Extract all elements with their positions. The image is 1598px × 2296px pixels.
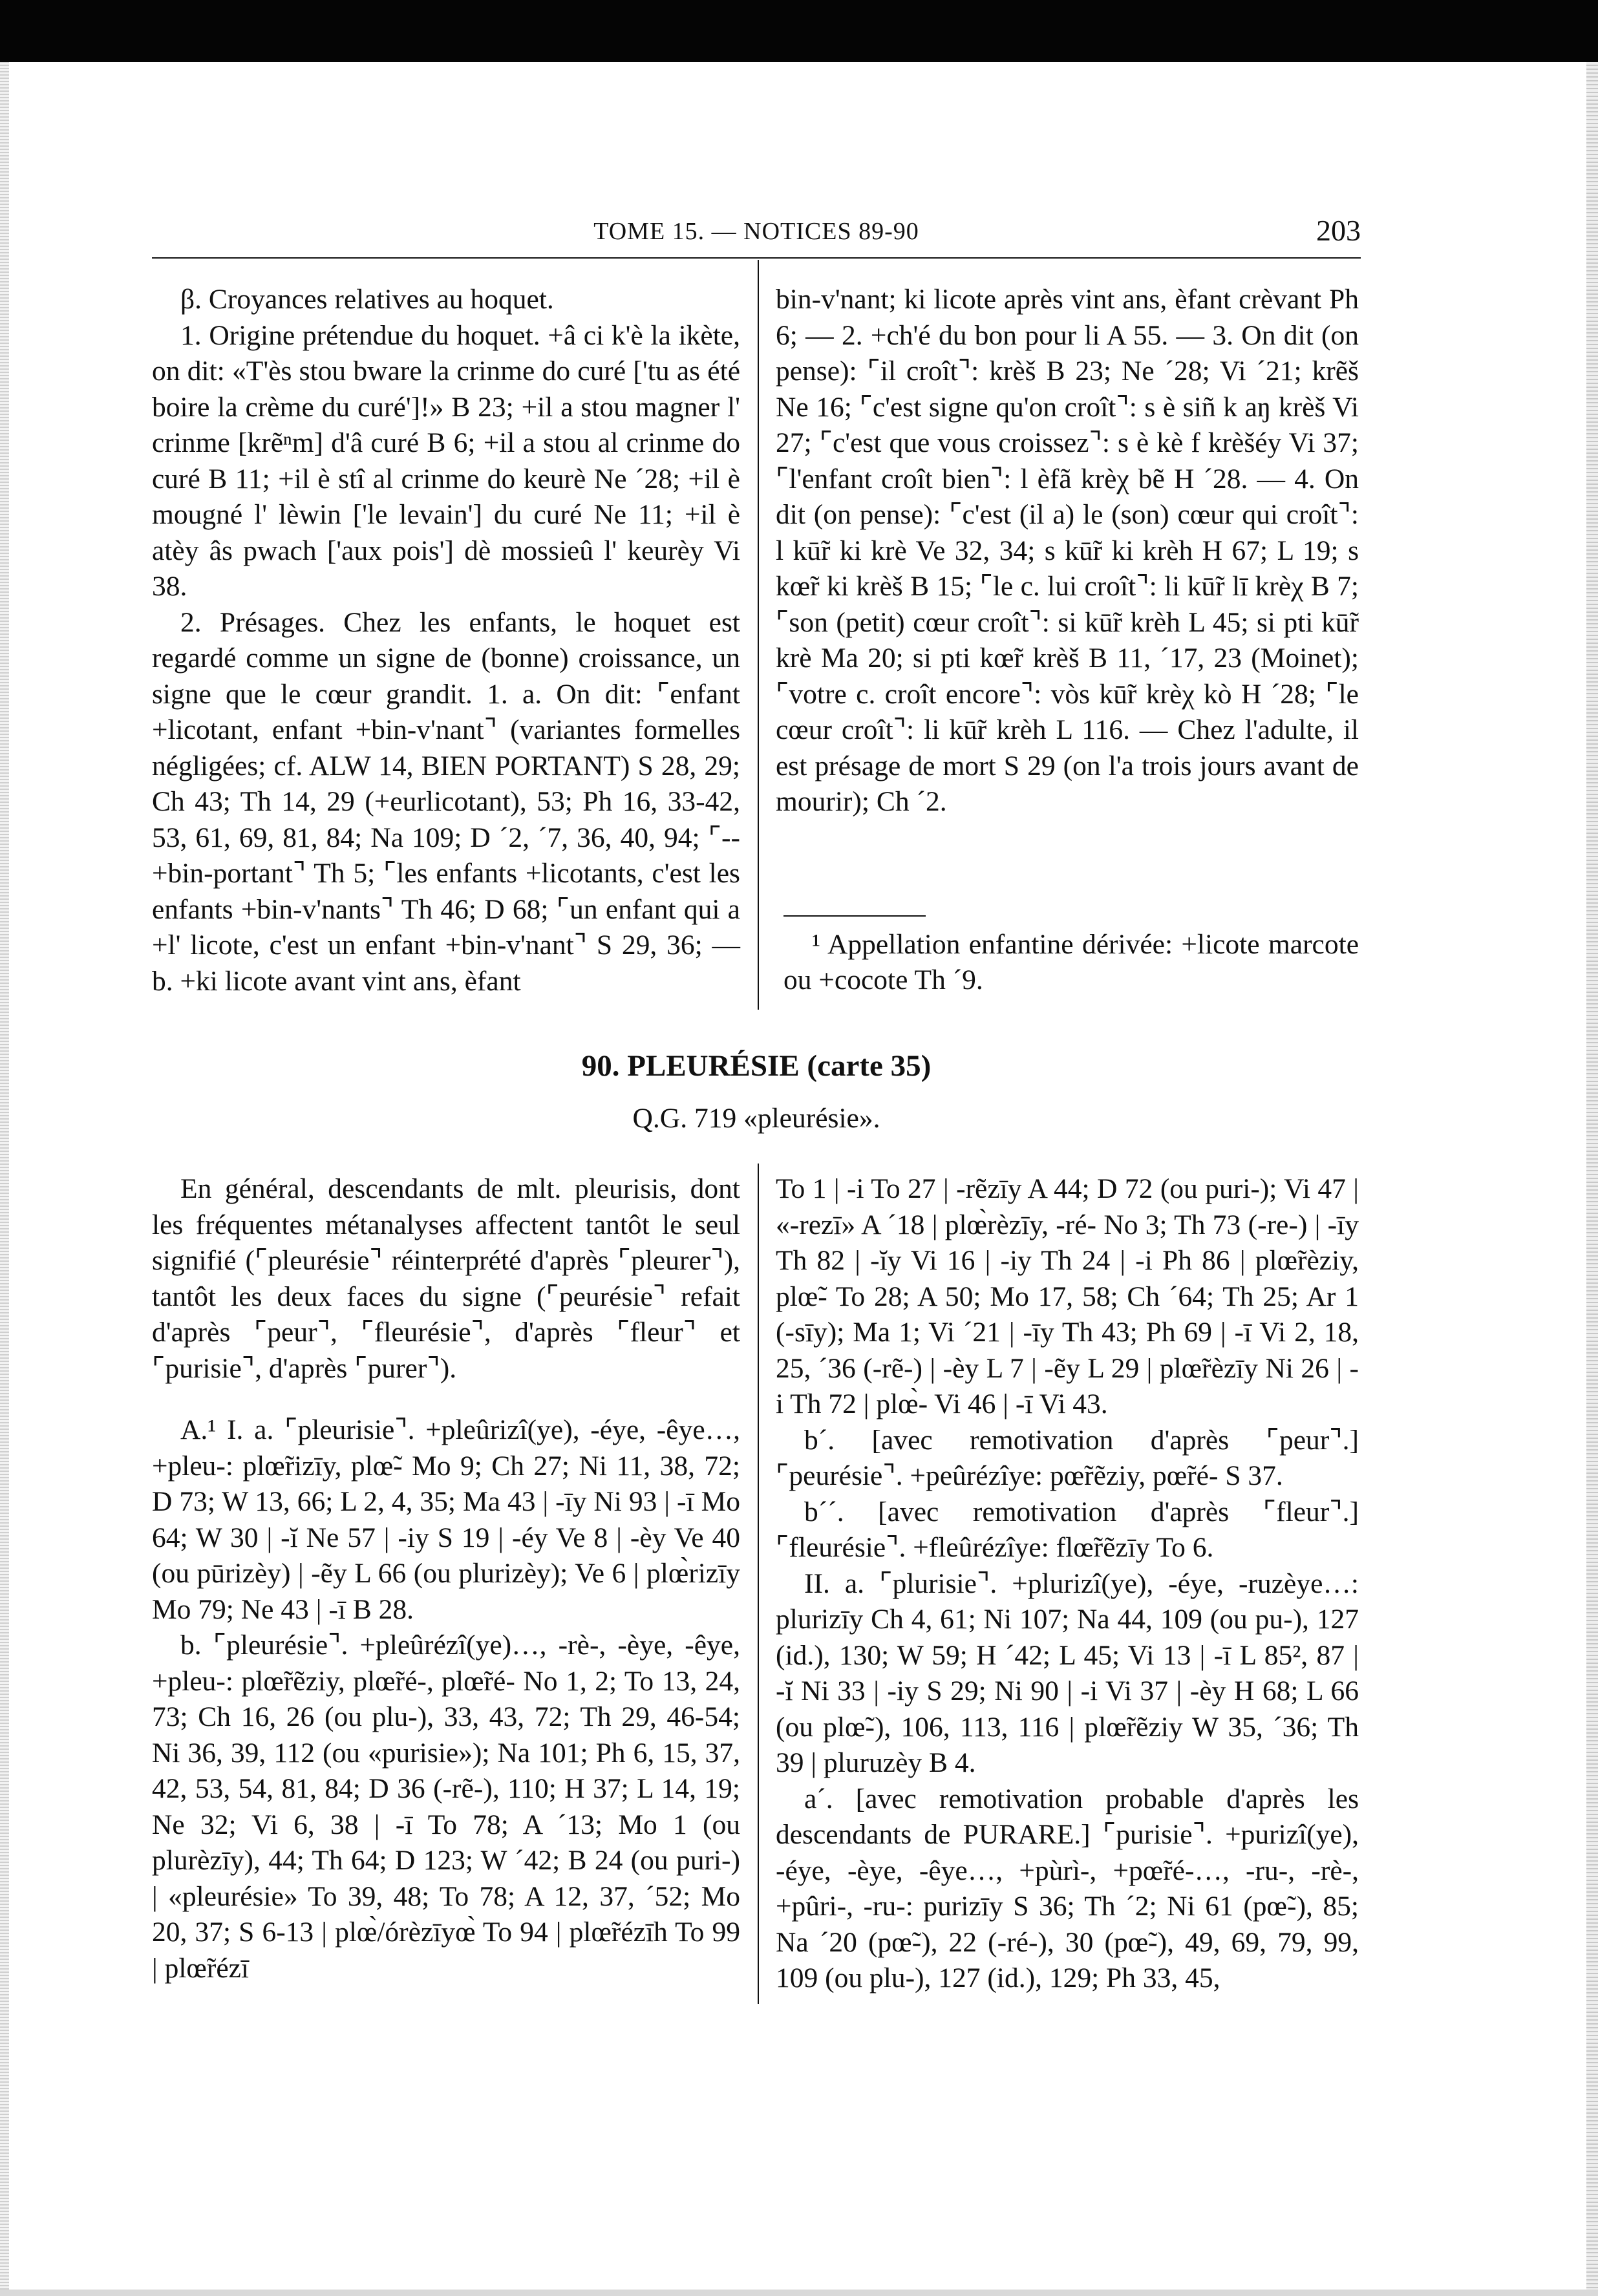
paragraph: A.¹ I. a. ⌜pleurisie⌝. +pleûrizî(ye), -éye, -êye…, +pleu-: plœ̃rizīy, plœ̃- Mo 9; Ch 27; Ni 11, 38, 72; D 73; W 13, 66; L 2, 4, 35; Ma 43 | -īy Ni 93 | -ī Mo 64; W 30 | -ĭ Ne 57 | -iy S 19 | -éy Ve 8 | -èy Ve 40 (ou pūrizèy) | -ẽy L 66 (ou plurizèy); Ve 6 | plœ̀rizīy Mo 79; Ne 43 | -ī B 28. bbox=[152, 1414, 740, 1625]
paragraph: bin-v'nant; ki licote après vint ans, èfant crèvant Ph 6; — 2. +ch'é du bon pour li A 55. — 3. On dit (on pense): ⌜il croît⌝: krèš B 23; Ne ´28; Vi ´21; krẽš Ne 16; ⌜c'est signe qu'on croît⌝: s è siñ k aŋ krèš Vi 27; ⌜c'est que vous croissez⌝: s è kè f krèšéy Vi 37; ⌜l'enfant croît bien⌝: l èfã krèχ bẽ H ´28. — 4. On dit (on pense): ⌜c'est (il a) le (son) cœur qui croît⌝: l kū̃r ki krè Ve 32, 34; s kū̃r ki krèh H 67; L 19; s kœ̃r ki krèš B 15; ⌜le c. lui croît⌝: li kū̃r lī krèχ B 7; ⌜son (petit) cœur croît⌝: si kū̃r krèh L 45; si pti kū̃r krè Ma 20; si pti kœ̃r krèš B 11, ´17, 23 (Moinet); ⌜votre c. croît encore⌝: vòs kū̃r krèχ kò H ´28; ⌜le cœur croît⌝: li kū̃r krèh L 116. — Chez l'adulte, il est présage de mort S 29 (on l'a trois jours avant de mourir); Ch ´2. bbox=[776, 284, 1359, 817]
subsection-heading: β. Croyances relatives au hoquet. bbox=[180, 284, 554, 315]
lower-right-column bbox=[776, 1171, 1359, 1997]
section-title: 90. PLEURÉSIE (carte 35) bbox=[581, 1049, 932, 1083]
scan-top-border bbox=[0, 0, 1598, 62]
upper-left-column bbox=[152, 282, 740, 999]
paragraph: 1. Origine prétendue du hoquet. +â ci k'è la ikète, on dit: «T'ès stou bware la crinme do curé ['tu as été boire la crème du curé']!» B 23; +il a stou magner l' crinme [krẽⁿm] d'â curé B 6; +il a stou al crinme do curé B 11; +il è stî al crinme do keurè Ne ´28; +il è mougné l' lèwin ['le levain'] du curé Ne 11; +il è atèy âs pwach ['aux pois'] dè mossieû l' keurèy Vi 38. bbox=[152, 319, 740, 602]
footnote: ¹ Appellation enfantine dérivée: +licote marcote ou +cocote Th ´9. bbox=[783, 929, 1359, 995]
scan-left-edge bbox=[0, 62, 9, 2296]
scan-right-edge bbox=[1586, 62, 1598, 2296]
page-number: 203 bbox=[1316, 214, 1361, 247]
column-divider bbox=[758, 260, 759, 1010]
running-head bbox=[152, 213, 1361, 252]
paragraph: To 1 | -i To 27 | -rẽzīy A 44; D 72 (ou puri-); Vi 47 | «-rezī» A ´18 | plœ̀rèzīy, -ré- No 3; Th 73 (-re-) | -īy Th 82 | -ĭy Vi 16 | -iy Th 24 | -i Ph 86 | plœ̃rèziy, plœ̃- To 28; A 50; Mo 17, 58; Ch ´64; Th 25; Ar 1 (-sīy); Ma 1; Vi ´21 | -īy Th 43; Ph 69 | -ī Vi 2, 18, 25, ´36 (-rẽ-) | -èy L 7 | -ẽy L 29 | plœ̃rèzīy Ni 26 | -i Th 72 | plœ̀- Vi 46 | -ī Vi 43. bbox=[776, 1173, 1359, 1419]
running-head-title: TOME 15. — NOTICES 89-90 bbox=[593, 218, 919, 245]
footnote-rule bbox=[783, 915, 926, 917]
paragraph: b´´. [avec remotivation d'après ⌜fleur⌝.] ⌜fleurésie⌝. +fleûrézîye: flœ̃rẽzīy To 6. bbox=[776, 1496, 1359, 1563]
header-rule bbox=[152, 257, 1361, 259]
upper-right-column bbox=[776, 282, 1359, 820]
paragraph: 2. Présages. Chez les enfants, le hoquet est regardé comme un signe de (bonne) croissance, un signe que le cœur grandit. 1. a. On dit: ⌜enfant +licotant, enfant +bin-v'nant⌝ (variantes formelles négligées; cf. ALW 14, BIEN PORTANT) S 28, 29; Ch 43; Th 14, 29 (+eurlicotant), 53; Ph 16, 33-42, 53, 61, 69, 81, 84; Na 109; D ´2, ´7, 36, 40, 94; ⌜-- +bin-portant⌝ Th 5; ⌜les enfants +licotants, c'est les enfants +bin-v'nants⌝ Th 46; D 68; ⌜un enfant qui a +l' licote, c'est un enfant +bin-v'nant⌝ S 29, 36; — b. +ki licote avant vint ans, èfant bbox=[152, 606, 740, 997]
column-divider bbox=[758, 1164, 759, 2004]
paragraph: En général, descendants de mlt. pleurisis, dont les fréquentes métanalyses affectent tantôt le seul signifié (⌜pleurésie⌝ réinterprété d'après ⌜pleurer⌝), tantôt les deux faces du signe (⌜peurésie⌝ refait d'après ⌜peur⌝, ⌜fleurésie⌝, d'après ⌜fleur⌝ et ⌜purisie⌝, d'après ⌜purer⌝). bbox=[152, 1173, 740, 1384]
paragraph: b´. [avec remotivation d'après ⌜peur⌝.] ⌜peurésie⌝. +peûrézîye: pœ̃rẽziy, pœ̃ré- S 37. bbox=[776, 1424, 1359, 1491]
section-subtitle: Q.G. 719 «pleurésie». bbox=[632, 1103, 880, 1134]
paragraph: II. a. ⌜plurisie⌝. +plurizî(ye), -éye, -ruzèye…: plurizīy Ch 4, 61; Ni 107; Na 44, 109 (ou pu-), 127 (id.), 130; W 59; H ´42; L 45; Vi 13 | -ī L 85², 87 | -ĭ Ni 33 | -iy S 29; Ni 90 | -i Vi 37 | -èy H 68; L 66 (ou plœ̃-), 106, 113, 116 | plœ̃rẽziy W 35, ´36; Th 39 | pluruzèy B 4. bbox=[776, 1568, 1359, 1778]
scan-bottom-edge bbox=[0, 2290, 1598, 2296]
lower-left-column bbox=[152, 1171, 740, 1986]
paragraph: b. ⌜pleurésie⌝. +pleûrézî(ye)…, -rè-, -èye, -êye, +pleu-: plœ̃rẽziy, plœ̃ré-, plœ̃ré- No 1, 2; To 13, 24, 73; Ch 16, 26 (ou plu-), 33, 43, 72; Th 29, 46-54; Ni 36, 39, 112 (ou «purisie»); Na 101; Ph 6, 15, 37, 42, 53, 54, 81, 84; D 36 (-rẽ-), 110; H 37; L 14, 19; Ne 32; Vi 6, 38 | -ī To 78; A ´13; Mo 1 (ou plurèzīy), 44; Th 64; D 123; W ´42; B 24 (ou puri-) | «pleurésie» To 39, 48; To 78; A 12, 37, ´52; Mo 20, 37; S 6-13 | plœ̀/órèzīyœ̀ To 94 | plœ̃rézīh To 99 | plœ̃rézī bbox=[152, 1630, 740, 1984]
paragraph: a´. [avec remotivation probable d'après les descendants de PURARE.] ⌜purisie⌝. +purizî(ye), -éye, -èye, -êye…, +pùrì-, +pœ̃ré-…, -ru-, -rè-, +pûri-, -ru-: purizīy S 36; Th ´2; Ni 61 (pœ̃-), 85; Na ´20 (pœ̃-), 22 (-ré-), 30 (pœ̃-), 49, 69, 79, 99, 109 (ou plu-), 127 (id.), 129; Ph 33, 45, bbox=[776, 1783, 1359, 1993]
